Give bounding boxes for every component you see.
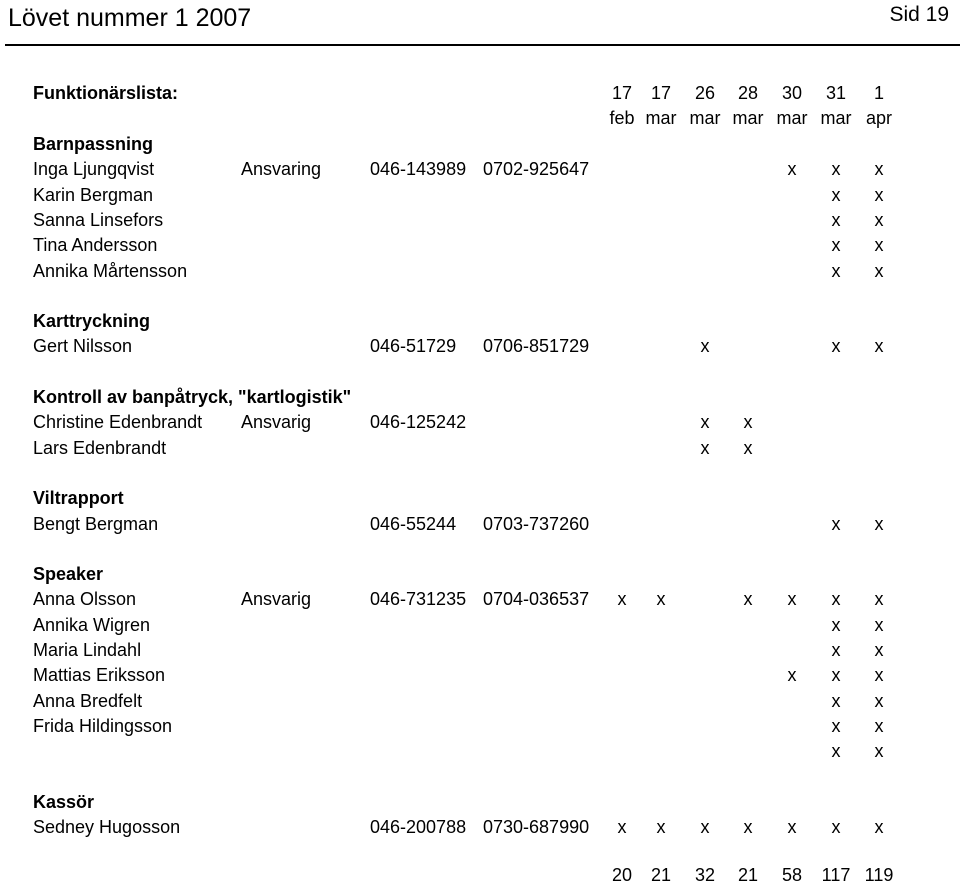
date-day: 1 [873,83,884,103]
person-name: Anna Bredfelt [33,690,143,711]
date-mark: x [874,665,884,686]
person-name: Anna Olsson [33,589,137,610]
date-mark: x [831,817,841,838]
date-mark: x [743,412,753,433]
column-total: 58 [781,865,803,885]
date-mark: x [787,159,797,180]
column-total: 119 [864,865,894,885]
date-mark: x [617,589,627,610]
date-day: 17 [650,83,672,103]
date-mark: x [700,336,710,357]
person-role: Ansvarig [241,412,312,433]
date-mark: x [874,614,884,635]
date-mark: x [700,412,710,433]
person-name: Karin Bergman [33,184,154,205]
date-day: 28 [737,83,759,103]
date-month: mar [689,108,721,128]
section-title: Karttryckning [33,311,151,332]
person-name: Bengt Bergman [33,513,159,534]
person-name: Annika Mårtensson [33,260,188,281]
date-mark: x [831,589,841,610]
column-total: 21 [737,865,759,885]
date-mark: x [787,817,797,838]
date-mark: x [831,260,841,281]
person-name: Mattias Eriksson [33,665,166,686]
date-mark: x [874,741,884,762]
mobile-number: 0704-036537 [483,589,590,610]
date-mark: x [874,235,884,256]
column-total: 20 [611,865,633,885]
date-mark: x [831,209,841,230]
date-mark: x [831,715,841,736]
date-mark: x [743,437,753,458]
column-total: 32 [694,865,716,885]
date-day: 26 [694,83,716,103]
date-mark: x [831,690,841,711]
date-day: 30 [781,83,803,103]
person-name: Sedney Hugosson [33,817,181,838]
mobile-number: 0706-851729 [483,336,590,357]
date-month: apr [865,108,892,128]
column-total: 117 [821,865,851,885]
date-mark: x [874,513,884,534]
date-mark: x [874,640,884,660]
phone-number: 046-143989 [370,159,467,180]
date-mark: x [700,817,710,838]
date-mark: x [874,159,884,180]
date-mark: x [831,513,841,534]
date-mark: x [787,665,797,686]
date-mark: x [831,640,841,660]
date-mark: x [831,235,841,256]
date-mark: x [831,159,841,180]
phone-number: 046-125242 [370,412,467,433]
section-title: Kassör [33,791,95,812]
person-name: Sanna Linsefors [33,209,164,230]
date-mark: x [831,665,841,686]
date-mark: x [874,817,884,838]
date-mark: x [700,437,710,458]
date-mark: x [831,336,841,357]
person-name: Christine Edenbrandt [33,412,203,433]
date-month: feb [609,108,635,128]
date-mark: x [787,589,797,610]
date-mark: x [831,741,841,762]
date-mark: x [874,690,884,711]
column-total: 21 [650,865,672,885]
date-mark: x [831,184,841,205]
date-mark: x [617,817,627,838]
person-name: Tina Andersson [33,235,158,256]
section-title: Viltrapport [33,488,124,509]
page-title: Lövet nummer 1 2007 [8,4,252,32]
date-mark: x [874,715,884,736]
date-mark: x [743,817,753,838]
section-title: Barnpassning [33,134,154,154]
section-title: Speaker [33,564,104,585]
date-month: mar [820,108,852,128]
person-name: Frida Hildingsson [33,715,173,736]
date-month: mar [732,108,764,128]
date-mark: x [874,184,884,205]
date-mark: x [656,817,666,838]
mobile-number: 0703-737260 [483,513,590,534]
mobile-number: 0702-925647 [483,159,590,180]
date-mark: x [874,260,884,281]
date-mark: x [656,589,666,610]
page-number: Sid 19 [889,3,949,26]
section-title: Kontroll av banpåtryck, "kartlogistik" [33,387,352,407]
date-mark: x [831,614,841,635]
date-month: mar [645,108,677,128]
phone-number: 046-55244 [370,513,457,534]
date-mark: x [874,589,884,610]
person-name: Gert Nilsson [33,336,133,357]
date-day: 31 [825,83,847,103]
list-title: Funktionärslista: [33,83,179,103]
date-month: mar [776,108,808,128]
phone-number: 046-51729 [370,336,457,357]
date-day: 17 [611,83,633,103]
date-mark: x [743,589,753,610]
person-name: Lars Edenbrandt [33,437,167,458]
date-mark: x [874,336,884,357]
person-role: Ansvarig [241,589,312,610]
person-name: Annika Wigren [33,614,151,635]
person-name: Inga Ljungqvist [33,159,155,180]
mobile-number: 0730-687990 [483,817,590,838]
person-role: Ansvaring [241,159,322,180]
phone-number: 046-200788 [370,817,467,838]
person-name: Maria Lindahl [33,640,142,660]
date-mark: x [874,209,884,230]
phone-number: 046-731235 [370,589,467,610]
